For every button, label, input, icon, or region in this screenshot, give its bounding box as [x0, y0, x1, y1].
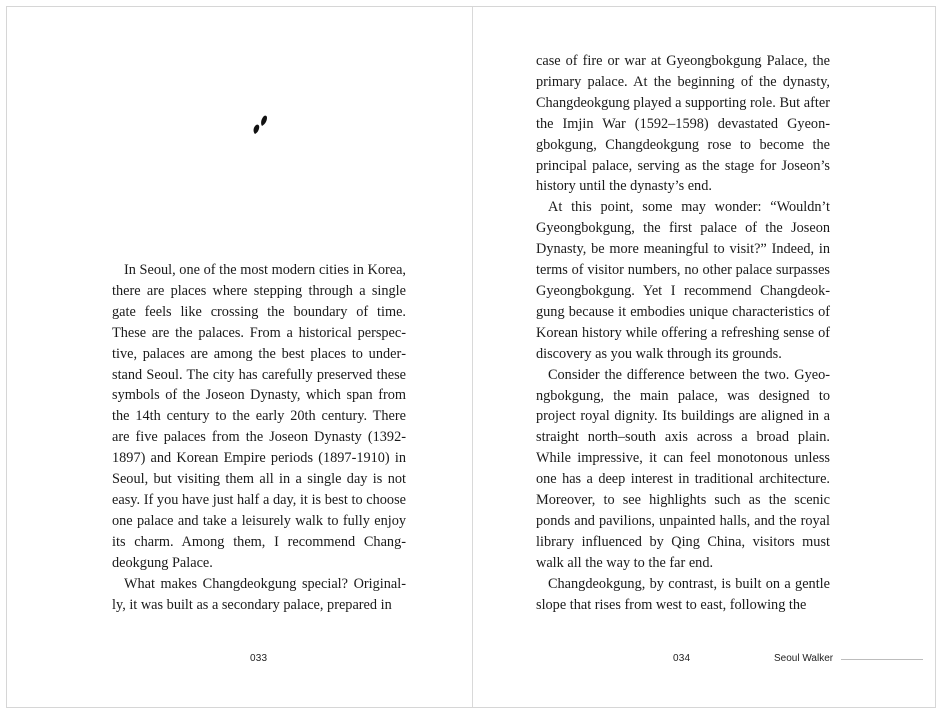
running-head: Seoul Walker	[774, 653, 834, 664]
right-body-text	[536, 51, 830, 615]
book-spread	[6, 6, 936, 708]
page-number-right: 034	[673, 653, 691, 664]
page-number-left: 033	[250, 653, 268, 664]
paragraph-continuation: case of fire or war at Gyeongbokgung Palace, the primary palace. At the beginning of the dynasty, Changdeokgung played a supporting role. But after the Imjin War (1592–1598) devastated Gyeongbokgung, Changdeokgung rose to become the principal palace, serving as the stage for Joseon’s history until the dynasty’s end.	[536, 53, 830, 195]
paragraph: At this point, some may wonder: “Wouldn’t Gyeongbokgung, the first palace of the Joseon Dynasty, be more meaningful to visit?” Indeed, in terms of visitor numbers, no other palace surpasses Gyeongbokgung. Yet I recommend Changdeokgung because it embodies unique characteristics of Korean history while offering a refreshing sense of discovery as you walk through its grounds.	[536, 199, 830, 362]
paragraph: Consider the difference between the two. Gyeongbokgung, the main palace, was designed to project royal dignity. Its buildings are aligned in a straight north–south axis across a broad plain. While impressive, it can feel monotonous unless one has a deep interest in traditional architecture. Moreover, to see highlights such as the scenic ponds and pavilions, unpainted halls, and the royal library influenced by Qing China, visitors must walk all the way to the far end.	[536, 366, 830, 571]
paragraph: What makes Changdeokgung special? Originally, it was built as a secondary palace, prepared in	[112, 575, 406, 613]
left-body-text	[112, 260, 406, 615]
paragraph: Changdeokgung, by contrast, is built on a gentle slope that rises from west to east, following the	[536, 575, 830, 613]
quote-ornament-icon	[252, 110, 270, 136]
running-head-rule	[841, 659, 923, 660]
right-page	[473, 7, 935, 707]
left-page	[7, 7, 472, 707]
paragraph: In Seoul, one of the most modern cities in Korea, there are places where stepping through a single gate feels like crossing the boundary of time. These are the palaces. From a historical perspective, palaces are among the best places to understand Seoul. The city has carefully preserved these symbols of the Joseon Dynasty, which span from the 14th century to the early 20th century. There are five palaces from the Joseon Dynasty (1392-1897) and Korean Empire periods (1897-1910) in Seoul, but visiting them all in a single day is not easy. If you have just half a day, it is best to choose one palace and take a leisurely walk to fully enjoy its charm. Among them, I recommend Changdeokgung Palace.	[112, 262, 406, 571]
